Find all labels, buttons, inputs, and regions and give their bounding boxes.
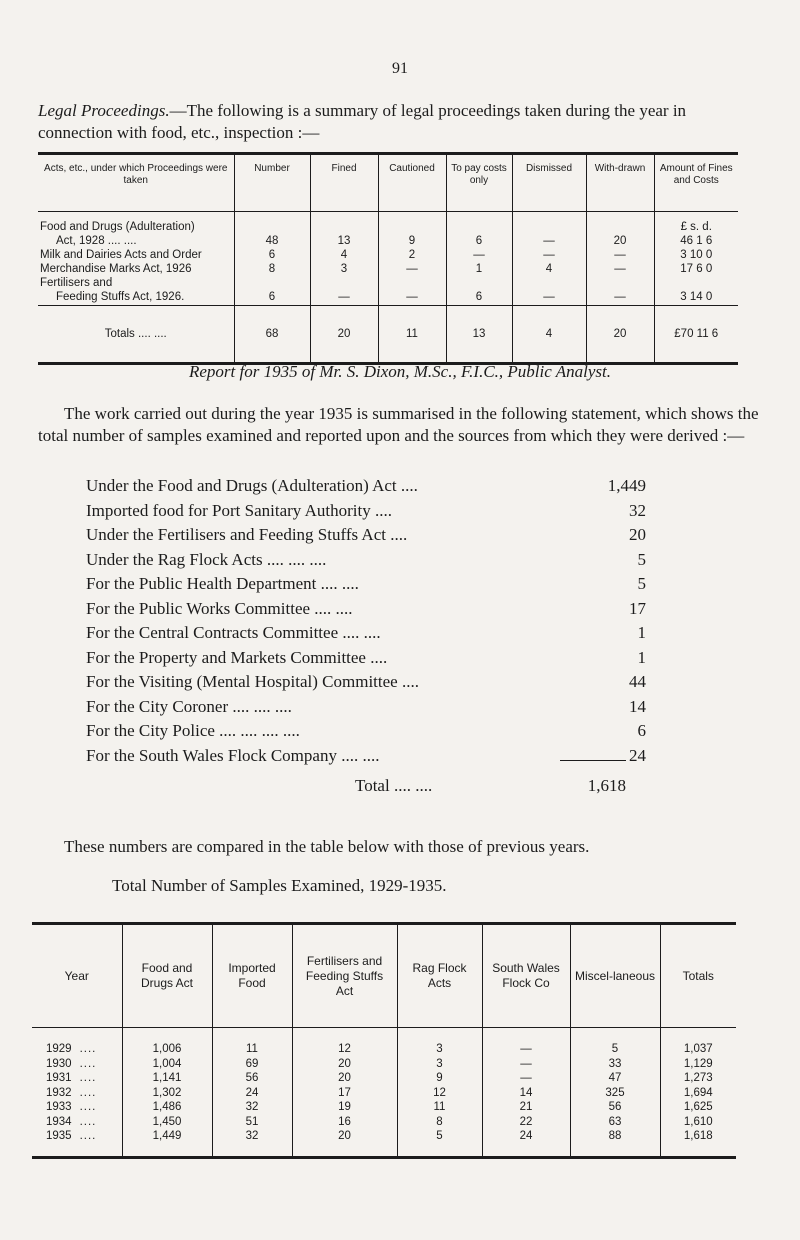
year-value (46, 1071, 122, 1086)
summary-paragraph: The work carried out during the year 1935 is summarised in the following statement, which shows the total number of samples examined and reported upon and the sources from which they were derived :— (38, 404, 759, 445)
year-dots: .... (79, 1057, 97, 1070)
years-cell-value: 5 (611, 1043, 619, 1055)
years-cell-value: 12 (338, 1043, 351, 1055)
legal-cell-value: — (543, 235, 555, 247)
year-dots: .... (79, 1101, 97, 1113)
legal-fined-cell (310, 212, 378, 306)
year-value (46, 1042, 122, 1057)
source-row (86, 548, 646, 573)
years-cell-value: 21 (519, 1101, 533, 1113)
years-cell-value: 16 (338, 1115, 351, 1128)
years-cell-value: 1,273 (683, 1072, 713, 1084)
source-row (86, 670, 646, 695)
source-value: 6 (637, 721, 646, 740)
source-row (86, 499, 646, 524)
legal-cell-value: — (406, 263, 418, 275)
legal-cell-value (380, 276, 445, 290)
legal-cell-value: 4 (545, 263, 553, 275)
legal-cell-value: 46 1 6 (680, 235, 713, 247)
years-cell-value: 3 (436, 1057, 443, 1070)
intro-text: —The following is a summary of legal proceedings taken during the year in connection with food, etc., inspection :— (38, 101, 687, 142)
act-line: Food and Drugs (Adulteration) (40, 221, 195, 233)
legal-header-withdrawn: With-drawn (586, 154, 654, 212)
source-label: For the Public Works Committee .... .... (86, 598, 353, 618)
year-value (46, 1129, 122, 1144)
source-value: 1 (637, 623, 646, 642)
legal-total-costs-only: 13 (446, 306, 512, 364)
act-line: Fertilisers and (40, 277, 113, 289)
legal-cell-value (656, 276, 738, 290)
total-rule (560, 760, 626, 761)
years-cell-box (293, 1028, 397, 1156)
act-line: Feeding Stuffs Act, 1926. (56, 291, 185, 303)
source-value: 14 (629, 696, 646, 716)
years-table (32, 922, 736, 1159)
legal-header-cautioned: Cautioned (378, 154, 446, 212)
legal-cell-value (588, 220, 653, 234)
years-cell-value: 1,006 (152, 1043, 182, 1055)
years-cell-value: — (520, 1057, 532, 1070)
years-cell-value: 88 (608, 1130, 622, 1142)
years-cell-value: 20 (338, 1057, 351, 1070)
year-dots: .... (79, 1086, 97, 1099)
legal-cell-value: — (543, 249, 555, 261)
source-label: Under the Fertilisers and Feeding Stuffs Act .... (86, 525, 408, 544)
years-header-miscellaneous: Miscel-laneous (570, 924, 660, 1028)
legal-cell-value: 2 (408, 249, 416, 261)
source-row (86, 695, 646, 720)
page-number: 91 (392, 60, 408, 77)
source-value: 5 (637, 549, 646, 569)
years-cell-value: 20 (338, 1072, 351, 1084)
legal-total-amount: £70 11 6 (654, 306, 738, 364)
legal-cell-value: — (614, 291, 626, 303)
legal-header-dismissed: Dismissed (512, 154, 586, 212)
years-cell-value: 1,450 (152, 1115, 182, 1128)
legal-cautioned-cell (378, 212, 446, 306)
source-label: For the Central Contracts Committee .... .... (86, 623, 381, 642)
years-cell-value: 11 (433, 1101, 446, 1113)
year-dots: .... (79, 1130, 97, 1142)
source-value: 24 (629, 745, 646, 765)
year-label: 1934 (46, 1115, 72, 1128)
years-cell-value: 17 (338, 1086, 351, 1099)
legal-totals-row (38, 306, 738, 364)
years-cell-value: 1,486 (152, 1101, 182, 1113)
years-cell-value: 14 (519, 1086, 533, 1099)
year-label: 1935 (46, 1130, 72, 1142)
year-dots: .... (79, 1043, 97, 1055)
years-cell-value: 1,625 (683, 1101, 713, 1113)
legal-cell-value (448, 220, 511, 234)
legal-cell-value (588, 276, 653, 290)
years-cell-value: 32 (245, 1101, 259, 1113)
legal-cell-value (514, 276, 585, 290)
years-col-totals (660, 1028, 736, 1158)
source-label: For the South Wales Flock Company .... .... (86, 745, 380, 765)
source-row (86, 523, 646, 548)
years-cell-value: 1,141 (152, 1072, 182, 1084)
legal-proceedings-table (38, 152, 738, 365)
year-label: 1930 (46, 1057, 72, 1070)
year-value (46, 1086, 122, 1101)
years-cell-value: 5 (436, 1130, 443, 1142)
years-cell-value: 47 (608, 1072, 622, 1084)
legal-acts-cell (38, 212, 234, 306)
years-cell-value: 1,037 (683, 1043, 713, 1055)
years-header-fertilisers: Fertilisers and Feeding Stuffs Act (292, 924, 397, 1028)
source-label: Imported food for Port Sanitary Authority .... (86, 500, 392, 520)
legal-cell-value: — (338, 291, 350, 303)
years-header-south-wales: South Wales Flock Co (482, 924, 570, 1028)
intro-heading: Legal Proceedings. (38, 101, 170, 120)
act-line: Merchandise Marks Act, 1926 (40, 263, 192, 275)
legal-cell-value (312, 276, 377, 290)
year-label: 1931 (46, 1072, 72, 1084)
years-cell-value: 9 (436, 1072, 443, 1084)
years-cell-value: 22 (519, 1115, 533, 1128)
sources-list (86, 474, 646, 768)
years-col-miscellaneous (570, 1028, 660, 1158)
years-cell-box (398, 1028, 482, 1156)
source-row (86, 597, 646, 622)
legal-cell-value: 48 (265, 235, 279, 247)
source-row (86, 474, 646, 499)
years-cell-value: 19 (338, 1101, 351, 1113)
source-label: For the City Coroner .... .... .... (86, 696, 292, 716)
legal-total-fined: 20 (310, 306, 378, 364)
legal-cell-value: — (473, 249, 485, 261)
years-cell-value: 11 (246, 1043, 258, 1055)
years-table-title: Total Number of Samples Examined, 1929-1935. (112, 876, 447, 895)
legal-cell-value (236, 276, 309, 290)
source-label: Under the Rag Flock Acts .... .... .... (86, 549, 327, 569)
years-cell-value: 1,694 (683, 1086, 713, 1099)
year-label: 1932 (46, 1086, 72, 1099)
legal-cell-value: 3 (340, 263, 348, 275)
source-label: For the Property and Markets Committee .... (86, 647, 388, 667)
years-cell-value: 8 (436, 1115, 443, 1128)
legal-cell-value: 3 14 0 (680, 291, 713, 303)
legal-header-fined: Fined (310, 154, 378, 212)
legal-costs-only-cell (446, 212, 512, 306)
legal-cell-value: 9 (408, 235, 416, 247)
legal-cell-value: 20 (613, 235, 627, 247)
year-value (46, 1100, 122, 1115)
years-cell-value: 32 (245, 1130, 259, 1142)
legal-header-number: Number (234, 154, 310, 212)
source-row (86, 719, 646, 744)
compare-paragraph: These numbers are compared in the table below with those of previous years. (64, 837, 590, 856)
source-row (86, 572, 646, 597)
years-col-rag-flock (397, 1028, 482, 1158)
source-row (86, 621, 646, 646)
years-cell-box (46, 1028, 122, 1156)
source-row (86, 646, 646, 671)
legal-cell-value: 4 (340, 249, 348, 261)
legal-totals-label: Totals .... .... (38, 306, 234, 364)
years-cell-value: 20 (338, 1130, 351, 1142)
legal-cell-value: — (614, 249, 626, 261)
years-col-south-wales (482, 1028, 570, 1158)
years-cell-box (213, 1028, 292, 1156)
years-header-totals: Totals (660, 924, 736, 1028)
legal-cell-value: 3 10 0 (680, 249, 713, 261)
years-header-imported: Imported Food (212, 924, 292, 1028)
legal-body-row (38, 212, 738, 306)
legal-cell-value: 6 (475, 291, 483, 303)
source-label: For the City Police .... .... .... .... (86, 721, 300, 740)
legal-withdrawn-cell (586, 212, 654, 306)
years-cell-value: 56 (245, 1072, 259, 1084)
years-cell-value: 33 (608, 1057, 622, 1070)
years-cell-value: 1,610 (683, 1115, 713, 1128)
years-cell-value: 51 (245, 1115, 259, 1128)
years-col-year (32, 1028, 122, 1158)
sources-total-label: Total .... .... (355, 776, 433, 795)
legal-header-costs-only: To pay costs only (446, 154, 512, 212)
years-cell-value: 69 (245, 1057, 259, 1070)
legal-total-cautioned: 11 (378, 306, 446, 364)
years-cell-box (483, 1028, 570, 1156)
years-col-fertilisers (292, 1028, 397, 1158)
years-cell-box (571, 1028, 660, 1156)
legal-cell-value: 17 6 0 (680, 263, 713, 275)
year-value (46, 1057, 122, 1072)
legal-cell-value (236, 220, 309, 234)
year-dots: .... (79, 1072, 97, 1084)
source-row (86, 744, 646, 769)
years-cell-value: 63 (608, 1115, 622, 1128)
source-value: 17 (629, 598, 646, 618)
source-label: For the Public Health Department .... .... (86, 574, 359, 593)
legal-cell-value: 6 (268, 249, 276, 261)
report-title: Report for 1935 of Mr. S. Dixon, M.Sc., F.I.C., Public Analyst. (189, 362, 611, 381)
act-line: Act, 1928 .... .... (56, 235, 137, 247)
years-cell-box (661, 1028, 737, 1156)
legal-cell-value: 6 (268, 291, 276, 303)
legal-cell-value (380, 220, 445, 234)
currency-header: £ s. d. (680, 221, 712, 233)
years-cell-value: 325 (605, 1086, 625, 1099)
legal-cell-value: 1 (475, 263, 483, 275)
intro-paragraph (38, 100, 758, 144)
years-header-year: Year (32, 924, 122, 1028)
legal-header-acts: Acts, etc., under which Proceedings were taken (38, 154, 234, 212)
years-cell-value: 24 (245, 1086, 259, 1099)
years-cell-value: 3 (436, 1043, 443, 1055)
years-cell-value: 56 (608, 1101, 622, 1113)
years-cell-value: 1,449 (152, 1130, 182, 1142)
years-cell-value: 1,004 (152, 1057, 182, 1070)
legal-number-cell (234, 212, 310, 306)
years-col-imported (212, 1028, 292, 1158)
years-cell-value: 1,129 (683, 1057, 713, 1070)
years-cell-box (123, 1028, 212, 1156)
years-cell-value: 1,618 (683, 1130, 713, 1142)
source-value: 20 (629, 525, 646, 544)
years-col-food-drugs (122, 1028, 212, 1158)
legal-cell-value: 6 (475, 235, 483, 247)
legal-cell-value (514, 220, 585, 234)
legal-cell-value: — (406, 291, 418, 303)
years-cell-value: — (520, 1043, 532, 1055)
legal-total-withdrawn: 20 (586, 306, 654, 364)
years-body-row (32, 1028, 736, 1158)
year-label: 1929 (46, 1043, 72, 1055)
legal-amount-cell (654, 212, 738, 306)
legal-dismissed-cell (512, 212, 586, 306)
source-value: 1 (637, 647, 646, 667)
years-cell-value: — (520, 1072, 532, 1084)
years-cell-value: 24 (519, 1130, 533, 1142)
year-label: 1933 (46, 1101, 72, 1113)
years-header-rag-flock: Rag Flock Acts (397, 924, 482, 1028)
year-dots: .... (79, 1115, 97, 1128)
years-cell-value: 1,302 (152, 1086, 182, 1099)
years-header-food-drugs: Food and Drugs Act (122, 924, 212, 1028)
legal-total-dismissed: 4 (512, 306, 586, 364)
years-cell-value: 12 (433, 1086, 446, 1099)
sources-total-value: 1,618 (587, 776, 626, 795)
legal-cell-value: 13 (337, 235, 351, 247)
legal-cell-value: — (543, 291, 555, 303)
legal-cell-value (312, 220, 377, 234)
source-label: For the Visiting (Mental Hospital) Committee .... (86, 672, 419, 691)
year-value (46, 1115, 122, 1130)
source-value: 32 (629, 500, 646, 520)
source-value: 5 (637, 574, 646, 593)
legal-cell-value: — (614, 263, 626, 275)
legal-total-number: 68 (234, 306, 310, 364)
legal-cell-value: 8 (268, 263, 276, 275)
source-label: Under the Food and Drugs (Adulteration) Act .... (86, 476, 418, 495)
legal-header-amount: Amount of Fines and Costs (654, 154, 738, 212)
legal-cell-value (448, 276, 511, 290)
source-value: 1,449 (607, 476, 646, 495)
source-value: 44 (629, 672, 646, 691)
act-line: Milk and Dairies Acts and Order (40, 249, 202, 261)
